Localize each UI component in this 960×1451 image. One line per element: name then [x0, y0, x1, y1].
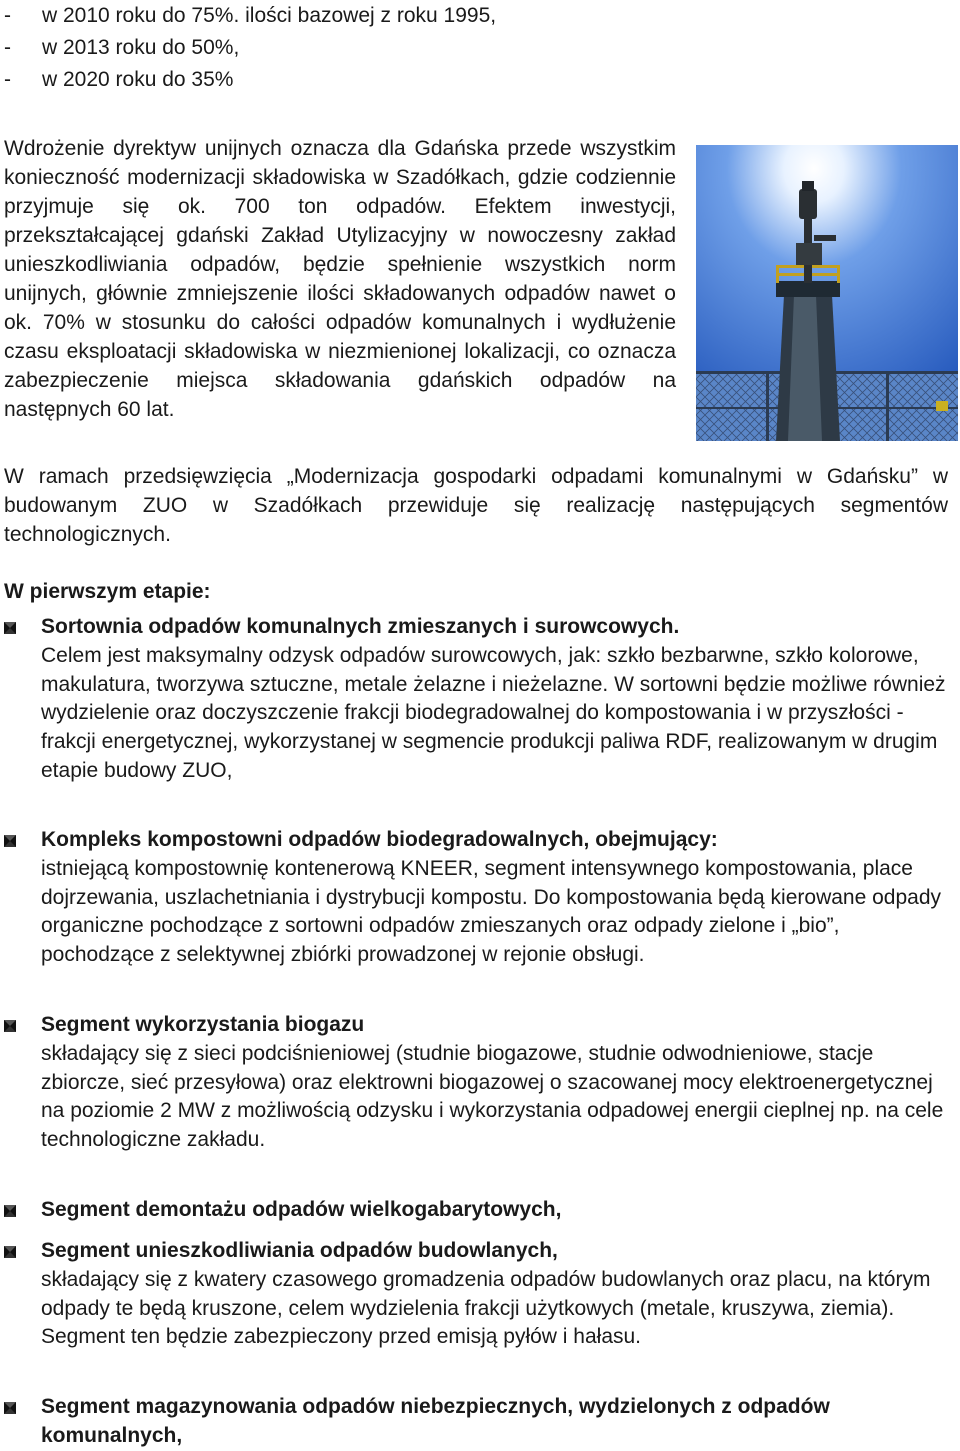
segment-title: Kompleks kompostowni odpadów biodegradowalnych, obejmujący: — [41, 828, 718, 851]
segment-item-hazardous-waste — [0, 1393, 950, 1451]
segment-item-sorting-plant — [0, 613, 950, 786]
list-item: - w 2013 roku do 50%, — [4, 32, 496, 64]
segment-item-construction-waste — [0, 1237, 950, 1352]
square-bullet-icon — [4, 1246, 16, 1258]
square-bullet-icon — [4, 835, 16, 847]
segment-description: istniejącą kompostownię kontenerową KNEER, segment intensywnego kompostowania, place dojrzewania, uszlachetniania i dystrybucji kompostu. Do kompostowania będą kierowane odpady organiczne pochodzące z sortowni odpadów zmieszanych oraz odpady zielone i „bio”, pochodzące z selektywnej zbiórki prowadzonej w rejonie obsługi. — [41, 856, 942, 967]
segment-item-biogas — [0, 1011, 950, 1155]
list-item-text: w 2020 roku do 35% — [42, 68, 234, 91]
segment-title: Segment wykorzystania biogazu — [41, 1013, 365, 1036]
list-item-text: w 2013 roku do 50%, — [42, 36, 240, 59]
project-paragraph: W ramach przedsięwzięcia „Modernizacja gospodarki odpadami komunalnymi w Gdańsku” w budowanym ZUO w Szadółkach przewiduje się realizację następujących segmentów technologicznych. — [4, 465, 948, 546]
square-bullet-icon — [4, 622, 16, 634]
segment-description: Celem jest maksymalny odzysk odpadów surowcowych, jak: szkło bezbarwne, szkło kolorowe, makulatura, tworzywa sztuczne, metale żelazne i nieżelazne. W sortowni będzie możliwe również wydzielenie oraz doczyszczenie frakcji biodegradowalnej do kompostowania i w przyszłości - frakcji energetycznej, wykorzystanej w segmencie produkcji paliwa RDF, realizowanym w drugim etapie budowy ZUO, — [41, 643, 946, 782]
landfill-monitoring-tower-photo — [696, 145, 958, 441]
segment-description: składający się z sieci podciśnieniowej (studnie biogazowe, studnie odwodnieniowe, stacje zbiorcze, sieć przesyłowa) oraz elektrowni biogazowej o szacowanej mocy elektroenergetycznej na poziomie 2 MW z możliwością odzysku i wykorzystania odpadowej energii cieplnej np. na cele technologiczne zakładu. — [41, 1041, 944, 1152]
square-bullet-icon — [4, 1402, 16, 1414]
list-item-text: w 2010 roku do 75%. ilości bazowej z roku 1995, — [42, 4, 497, 27]
square-bullet-icon — [4, 1205, 16, 1217]
section-heading: W pierwszym etapie: — [4, 580, 211, 603]
segment-title: Segment demontażu odpadów wielkogabarytowych, — [41, 1198, 562, 1221]
segment-title: Segment unieszkodliwiania odpadów budowlanych, — [41, 1239, 558, 1262]
square-bullet-icon — [4, 1020, 16, 1032]
reduction-targets-list — [4, 0, 496, 96]
segment-item-bulky-waste — [0, 1196, 950, 1225]
list-item: - w 2010 roku do 75%. ilości bazowej z roku 1995, — [4, 0, 496, 32]
segment-item-composting-complex — [0, 826, 950, 970]
segment-title: Segment magazynowania odpadów niebezpiecznych, wydzielonych z odpadów komunalnych, — [41, 1395, 830, 1447]
intro-paragraph: Wdrożenie dyrektyw unijnych oznacza dla Gdańska przede wszystkim konieczność modernizacji składowiska w Szadółkach, gdzie codziennie przyjmuje się ok. 700 ton odpadów. Efektem inwestycji, przekształcającej gdański Zakład Utylizacyjny w nowoczesny zakład unieszkodliwiania odpadów, będzie spełnienie wszystkich norm unijnych, głównie zmniejszenie ilości składowanych odpadów nawet o ok. 70% w stosunku do całości odpadów komunalnych i wydłużenie czasu eksploatacji składowiska w niezmienionej lokalizacji, co oznacza zabezpieczenie miejsca składowania gdańskich odpadów na następnych 60 lat. — [4, 137, 676, 421]
segment-description: składający się z kwatery czasowego gromadzenia odpadów budowlanych oraz placu, na którym odpady te będą kruszone, celem wydzielenia frakcji użytkowych (metale, kruszywa, ziemia). Segment ten będzie zabezpieczony przed emisją pyłów i hałasu. — [41, 1267, 931, 1349]
list-item: - w 2020 roku do 35% — [4, 64, 496, 96]
segment-title: Sortownia odpadów komunalnych zmieszanych i surowcowych. — [41, 615, 680, 638]
